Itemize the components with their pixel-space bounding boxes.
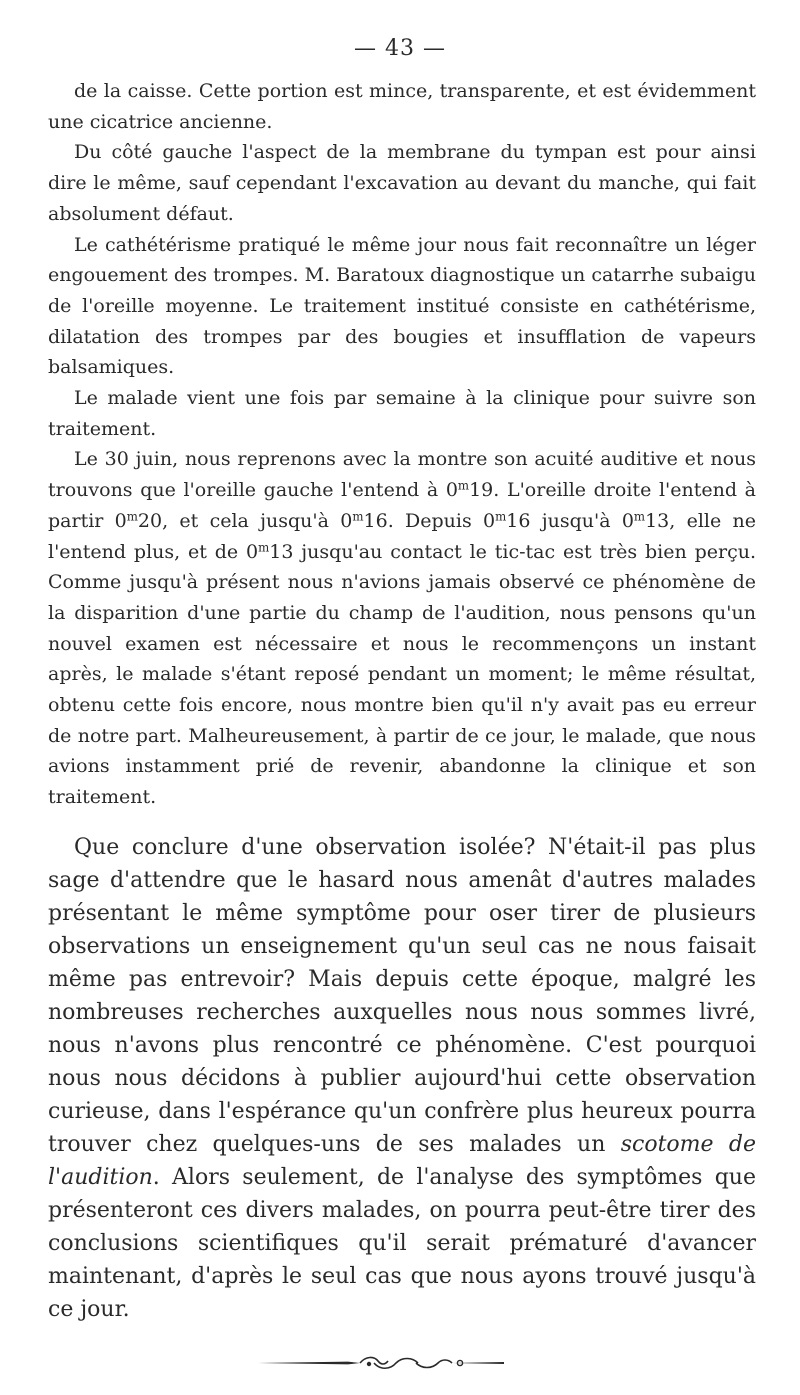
- end-ornament-icon: [256, 1353, 506, 1373]
- text-run: 20, et cela jusqu'à 0: [137, 509, 353, 532]
- text-run: 16. Depuis 0: [363, 509, 496, 532]
- conclusion-section: [48, 831, 756, 1326]
- paragraph: [48, 383, 756, 444]
- text-run: Que conclure d'une observation isolée? N'était-il pas plus sage d'attendre que le hasard nous amenât d'autres malades présentant le même symptôme pour oser tirer de plusieurs observations un enseignement qu'un seul cas ne nous faisait même pas entrevoir? Mais depuis cette époque, malgré les nombreuses recherches auxquelles nous nous sommes livré, nous n'avons plus rencontré ce phénomène. C'est pourquoi nous nous décidons à publier aujourd'hui cette observation curieuse, dans l'espérance qu'un confrère plus heureux pourra trouver chez quelques-uns de ses malades un: [48, 834, 756, 1157]
- body-text: [48, 76, 756, 1326]
- superscript-unit: m: [495, 509, 507, 524]
- text-run: . Alors seulement, de l'analyse des symptômes que présenteront ces divers malades, on pourra peut-être tirer des conclusions scientifiques qu'il serait prématuré d'avancer maintenant, d'après le seul cas que nous ayons trouvé jusqu'à ce jour.: [48, 1164, 756, 1322]
- text-run: 13 jusqu'au contact le tic-tac est très bien perçu. Comme jusqu'à présent nous n'avions jamais observé ce phénomène de la disparition d'une partie du champ de l'audition, nous pensons qu'un nouvel examen est nécessaire et nous le recommençons un instant après, le malade s'étant reposé pendant un moment; le même résultat, obtenu cette fois encore, nous montre bien qu'il n'y avait pas eu erreur de notre part. Malheureusement, à partir de ce jour, le malade, que nous avions instamment prié de revenir, abandonne la clinique et son traitement.: [48, 540, 756, 809]
- text-run: Le cathétérisme pratiqué le même jour nous fait reconnaître un léger engouement des trompes. M. Baratoux diagnostique un catarrhe subaigu de l'oreille moyenne. Le traitement institué consiste en cathétérisme, dilatation des trompes par des bougies et insufflation de vapeurs balsamiques.: [48, 233, 756, 379]
- page-number: — 43 —: [354, 36, 446, 61]
- paragraph: [48, 444, 756, 812]
- text-run: Le 30 juin, nous reprenons avec la montre son acuité auditive et nous trouvons que l'oreille gauche l'entend à 0: [48, 448, 756, 502]
- paragraph: [48, 76, 756, 137]
- superscript-unit: m: [126, 509, 138, 524]
- superscript-unit: m: [457, 478, 470, 493]
- paragraph: [48, 230, 756, 384]
- text-run: 19. L'oreille droite l'entend à partir 0: [48, 479, 756, 532]
- superscript-unit: m: [633, 509, 646, 524]
- superscript-unit: m: [352, 509, 364, 524]
- paragraph: [48, 137, 756, 229]
- text-run: Le malade vient une fois par semaine à la clinique pour suivre son traitement.: [48, 387, 756, 440]
- superscript-unit: m: [258, 540, 270, 555]
- paragraph: [48, 831, 756, 1326]
- text-run: de la caisse. Cette portion est mince, transparente, et est évidemment une cicatrice ancienne.: [48, 80, 756, 133]
- text-run: Du côté gauche l'aspect de la membrane du tympan est pour ainsi dire le même, sauf cependant l'excavation au devant du manche, qui fait absolument défaut.: [48, 141, 756, 225]
- text-run: 16 jusqu'à 0: [506, 509, 634, 532]
- text-run: 13, elle ne l'entend plus, et de 0: [48, 509, 756, 563]
- observation-section: [48, 76, 756, 813]
- italic-term: scotome de l'audition: [48, 1131, 756, 1190]
